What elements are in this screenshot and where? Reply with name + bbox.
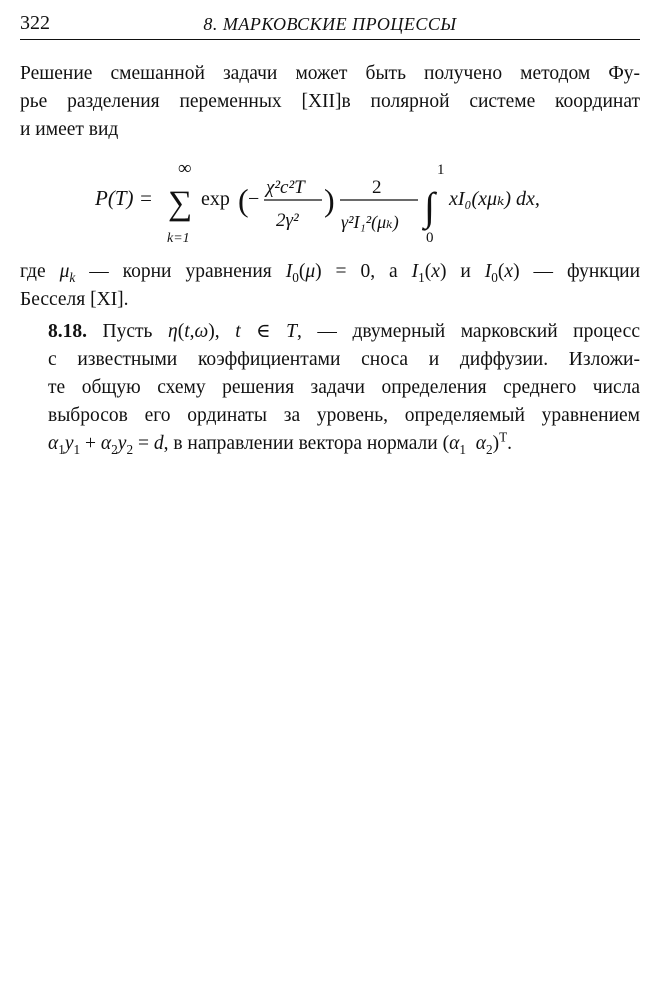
integral-lower-limit: 0 xyxy=(426,230,434,246)
text-line: те общую схему решения задачи определения среднего числа xyxy=(48,377,640,398)
right-paren: ) xyxy=(324,182,335,218)
page-header xyxy=(20,12,640,40)
text-line: Решение смешанной задачи может быть получено методом Фу- xyxy=(20,63,640,84)
minus-sign: − xyxy=(248,188,260,210)
integrand: xI₀(xμₖ) dx, xyxy=(449,188,540,210)
integral-sign: ∫ xyxy=(424,184,435,229)
text-line: выбросов его ординаты за уровень, определяемый уравнением xyxy=(48,405,640,426)
fraction2-denominator: γ²I₁²(μₖ) xyxy=(341,212,399,232)
problem-8-18 xyxy=(20,318,640,458)
paragraph-definitions xyxy=(20,258,640,314)
text-line: $\alpha_1y_1 + \alpha_2y_2 = d$, в направлении вектора нормали ($\alpha_1$ $\alpha_2)^T$. xyxy=(48,429,513,457)
left-paren: ( xyxy=(238,182,249,218)
text-line: с известными коэффициентами сноса и диффузии. Изложи- xyxy=(48,349,640,370)
text-line: и имеет вид xyxy=(20,119,119,140)
fraction2-numerator: 2 xyxy=(372,177,382,198)
page-number: 322 xyxy=(20,12,50,34)
running-title: 8. МАРКОВСКИЕ ПРОЦЕССЫ xyxy=(203,14,457,34)
display-formula xyxy=(0,158,656,248)
fraction1-numerator: χ²c²T xyxy=(266,177,305,198)
header-rule xyxy=(20,39,640,40)
integral-upper-limit: 1 xyxy=(437,162,445,178)
problem-number: 8.18. xyxy=(48,321,87,342)
text-line: Бесселя [XI]. xyxy=(20,289,129,310)
sum-upper-limit: ∞ xyxy=(178,158,192,179)
sum-lower-limit: k=1 xyxy=(167,231,190,246)
exp-label: exp xyxy=(201,188,230,210)
paragraph-intro xyxy=(20,60,640,144)
text-line: рье разделения переменных [XII]в полярной системе координат xyxy=(20,91,640,112)
text-line: 8.18. Пусть η(t,ω), t ∈ T, — двумерный марковский процесс xyxy=(48,321,640,342)
fraction1-denominator: 2γ² xyxy=(276,210,299,231)
text-line: где $\mu_k$ — корни уравнения $I_0(\mu) = 0$, а $I_1(x)$ и $I_0(x)$ — функции xyxy=(20,261,641,285)
formula-lhs: P(T) = xyxy=(95,186,153,210)
sum-symbol: ∑ xyxy=(168,185,193,222)
